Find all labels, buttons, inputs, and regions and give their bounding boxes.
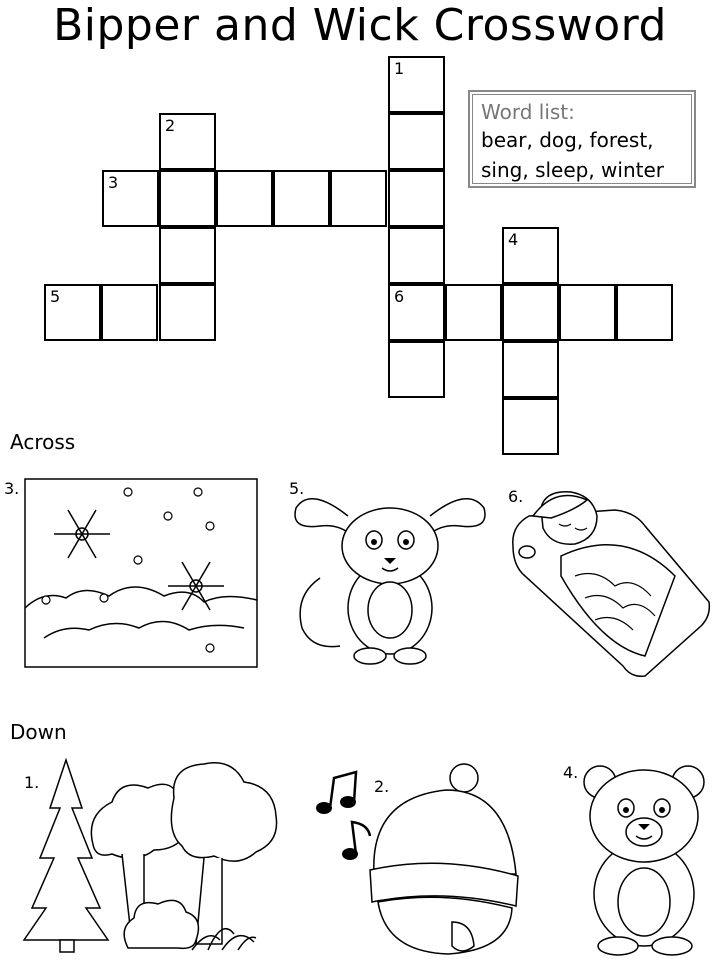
grid-cell-3-5[interactable] (330, 170, 387, 227)
grid-cell-6-2[interactable] (445, 284, 502, 341)
grid-cell-4-1[interactable] (502, 227, 559, 284)
grid-cell-4-2[interactable] (502, 284, 559, 341)
winter-scene-image (24, 478, 258, 668)
grid-cell-1-5[interactable] (388, 284, 445, 341)
grid-cell-2-3[interactable] (159, 227, 216, 284)
grid-cell-3-1[interactable] (102, 170, 159, 227)
singing-child-image (312, 762, 518, 956)
crossword-grid (0, 0, 720, 470)
grid-cell-6-5[interactable] (616, 284, 673, 341)
grid-cell-1-1[interactable] (388, 56, 445, 113)
grid-cell-5-1[interactable] (44, 284, 101, 341)
grid-cell-6-4[interactable] (559, 284, 616, 341)
grid-cell-3-3[interactable] (216, 170, 273, 227)
down-clue-number-4: 4. (563, 763, 579, 782)
grid-cell-5-2[interactable] (101, 284, 158, 341)
word-list-line-1: bear, dog, forest, (481, 128, 654, 152)
page-title: Bipper and Wick Crossword (53, 0, 667, 51)
down-clue-number-2: 2. (374, 777, 390, 796)
clue-number-2: 2 (165, 116, 176, 135)
grid-cell-1-4[interactable] (388, 227, 445, 284)
dog-image (290, 478, 490, 668)
word-list-heading: Word list: (481, 100, 575, 124)
clue-number-1: 1 (394, 59, 405, 78)
grid-cell-2-2[interactable] (159, 170, 216, 227)
grid-cell-4-3[interactable] (502, 341, 559, 398)
grid-cell-1-6[interactable] (388, 341, 445, 398)
grid-cell-4-4[interactable] (502, 398, 559, 455)
across-heading: Across (10, 430, 76, 454)
down-heading: Down (10, 720, 67, 744)
grid-cell-1-3[interactable] (388, 170, 445, 227)
grid-cell-3-4[interactable] (273, 170, 330, 227)
across-clue-number-6: 6. (508, 487, 524, 506)
grid-cell-2-1[interactable] (159, 113, 216, 170)
across-clue-number-3: 3. (4, 479, 20, 498)
grid-cell-1-2[interactable] (388, 113, 445, 170)
bear-image (580, 760, 710, 956)
down-clue-number-1: 1. (24, 773, 40, 792)
word-list-box (468, 90, 696, 188)
clue-number-4: 4 (508, 230, 519, 249)
clue-number-6: 6 (394, 287, 405, 306)
word-list-line-2: sing, sleep, winter (481, 158, 665, 182)
across-clue-number-5: 5. (289, 479, 305, 498)
clue-number-3: 3 (108, 173, 119, 192)
clue-number-5: 5 (50, 287, 61, 306)
forest-image (8, 758, 284, 954)
grid-cell-2-4[interactable] (159, 284, 216, 341)
sleeping-child-image (505, 486, 715, 678)
